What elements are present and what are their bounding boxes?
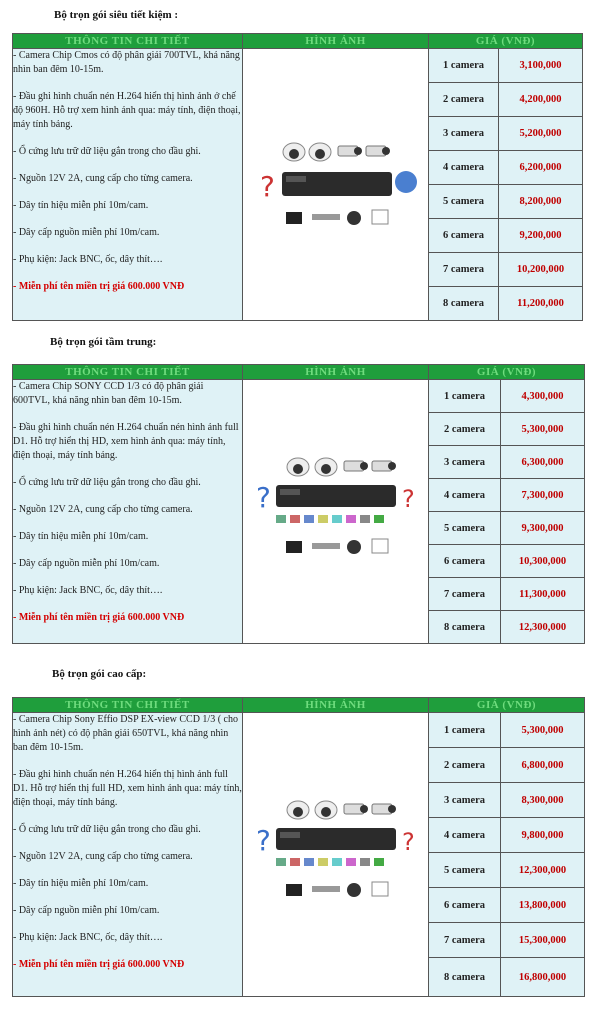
info-line: - Camera Chip Cmos có độ phân giải 700TVL, khả năng nhìn ban đêm 10-15m. <box>13 50 240 75</box>
package-table-premium <box>12 697 585 997</box>
package-table-economy <box>12 33 583 321</box>
info-line: - Đầu ghi hình chuẩn nén H.264 chuẩn nén hình ảnh full D1. Hỗ trợ hiển thị HD, xem hình ảnh qua: máy tính, điện thoại, máy tính bảng. <box>13 422 239 461</box>
qty-cell: 7 camera <box>429 923 501 958</box>
qty-cell: 3 camera <box>429 783 501 818</box>
package-info <box>13 49 243 321</box>
price-cell: 6,300,000 <box>501 446 585 479</box>
package-info <box>13 713 243 997</box>
info-line: - Ổ cứng lưu trữ dữ liệu gắn trong cho đầu ghi. <box>13 146 201 157</box>
product-image <box>243 380 429 644</box>
price-cell: 10,300,000 <box>501 545 585 578</box>
info-line: - Nguồn 12V 2A, cung cấp cho từng camera. <box>13 173 193 184</box>
price-cell: 5,200,000 <box>499 117 583 151</box>
price-cell: 9,300,000 <box>501 512 585 545</box>
header-image: HÌNH ẢNH <box>243 698 429 713</box>
header-price: GIÁ (VNĐ) <box>429 365 585 380</box>
price-cell: 3,100,000 <box>499 49 583 83</box>
info-line: - Camera Chip Sony Effio DSP EX-view CCD 1/3 ( cho hình ảnh nét) có độ phân giải 650TVL, khả năng nhìn ban đêm 10-15m. <box>13 714 238 753</box>
price-cell: 11,300,000 <box>501 578 585 611</box>
qty-cell: 4 camera <box>429 151 499 185</box>
product-image <box>243 713 429 997</box>
package-title-mid: Bộ trọn gói tầm trung: <box>50 336 157 348</box>
price-cell: 6,800,000 <box>501 748 585 783</box>
qty-cell: 6 camera <box>429 219 499 253</box>
info-line: - Camera Chip SONY CCD 1/3 có độ phân giải 600TVL, khả năng nhìn ban đêm 10-15m. <box>13 381 204 406</box>
camera-kit-illustration <box>246 790 426 920</box>
info-line: - Đầu ghi hình chuẩn nén H.264 hiển thị hình ảnh ở chế độ 960H. Hỗ trợ xem hình ảnh qua: máy tính, điện thoại, máy tính bảng. <box>13 91 241 130</box>
qty-cell: 8 camera <box>429 958 501 997</box>
header-price: GIÁ (VNĐ) <box>429 698 585 713</box>
price-cell: 13,800,000 <box>501 888 585 923</box>
info-line: - Ổ cứng lưu trữ dữ liệu gắn trong cho đầu ghi. <box>13 824 201 835</box>
qty-cell: 5 camera <box>429 185 499 219</box>
svg-text:?: ? <box>401 484 415 513</box>
package-info <box>13 380 243 644</box>
info-line: - Đầu ghi hình chuẩn nén H.264 hiển thị hình ảnh full D1. Hỗ trợ hiển thị full HD, xem hình ảnh qua: máy tính, điện thoại, máy tính bảng. <box>13 769 242 808</box>
price-cell: 4,200,000 <box>499 83 583 117</box>
header-info: THÔNG TIN CHI TIẾT <box>13 365 243 380</box>
qty-cell: 7 camera <box>429 253 499 287</box>
info-line: - Phụ kiện: Jack BNC, ốc, dây thít…. <box>13 254 163 265</box>
info-line: - Dây cấp nguồn miễn phí 10m/cam. <box>13 905 160 916</box>
info-line: - Nguồn 12V 2A, cung cấp cho từng camera. <box>13 851 193 862</box>
price-cell: 9,800,000 <box>501 818 585 853</box>
qty-cell: 6 camera <box>429 545 501 578</box>
price-cell: 5,300,000 <box>501 413 585 446</box>
info-promo: - Miễn phí tên miền trị giá 600.000 VNĐ <box>13 959 185 970</box>
svg-text:?: ? <box>255 823 271 857</box>
svg-text:?: ? <box>255 480 271 514</box>
qty-cell: 4 camera <box>429 818 501 853</box>
qty-cell: 1 camera <box>429 713 501 748</box>
price-cell: 10,200,000 <box>499 253 583 287</box>
price-cell: 6,200,000 <box>499 151 583 185</box>
info-line: - Phụ kiện: Jack BNC, ốc, dây thít…. <box>13 585 163 596</box>
qty-cell: 5 camera <box>429 512 501 545</box>
qty-cell: 8 camera <box>429 287 499 321</box>
price-cell: 8,200,000 <box>499 185 583 219</box>
qty-cell: 3 camera <box>429 117 499 151</box>
svg-text:?: ? <box>401 827 415 856</box>
price-cell: 4,300,000 <box>501 380 585 413</box>
info-line: - Dây cấp nguồn miễn phí 10m/cam. <box>13 558 160 569</box>
header-price: GIÁ (VNĐ) <box>429 34 583 49</box>
price-cell: 11,200,000 <box>499 287 583 321</box>
info-line: - Dây tín hiệu miễn phí 10m/cam. <box>13 200 149 211</box>
svg-text:?: ? <box>259 169 275 203</box>
info-promo: - Miễn phí tên miền trị giá 600.000 VNĐ <box>13 612 185 623</box>
qty-cell: 2 camera <box>429 748 501 783</box>
camera-kit-illustration <box>246 447 426 577</box>
qty-cell: 1 camera <box>429 380 501 413</box>
qty-cell: 8 camera <box>429 611 501 644</box>
price-cell: 5,300,000 <box>501 713 585 748</box>
camera-kit-illustration <box>246 130 426 240</box>
info-line: - Nguồn 12V 2A, cung cấp cho từng camera. <box>13 504 193 515</box>
header-image: HÌNH ẢNH <box>243 34 429 49</box>
product-image <box>243 49 429 321</box>
qty-cell: 2 camera <box>429 413 501 446</box>
info-line: - Dây cấp nguồn miễn phí 10m/cam. <box>13 227 160 238</box>
header-image: HÌNH ẢNH <box>243 365 429 380</box>
package-title-economy: Bộ trọn gói siêu tiết kiệm : <box>54 9 179 21</box>
info-line: - Phụ kiện: Jack BNC, ốc, dây thít…. <box>13 932 163 943</box>
price-cell: 15,300,000 <box>501 923 585 958</box>
header-info: THÔNG TIN CHI TIẾT <box>13 34 243 49</box>
qty-cell: 4 camera <box>429 479 501 512</box>
price-cell: 12,300,000 <box>501 611 585 644</box>
header-info: THÔNG TIN CHI TIẾT <box>13 698 243 713</box>
info-promo: - Miễn phí tên miền trị giá 600.000 VNĐ <box>13 281 185 292</box>
package-title-premium: Bộ trọn gói cao cấp: <box>52 668 147 680</box>
price-cell: 7,300,000 <box>501 479 585 512</box>
price-cell: 8,300,000 <box>501 783 585 818</box>
qty-cell: 7 camera <box>429 578 501 611</box>
price-cell: 9,200,000 <box>499 219 583 253</box>
qty-cell: 6 camera <box>429 888 501 923</box>
info-line: - Dây tín hiệu miễn phí 10m/cam. <box>13 531 149 542</box>
qty-cell: 5 camera <box>429 853 501 888</box>
qty-cell: 3 camera <box>429 446 501 479</box>
qty-cell: 1 camera <box>429 49 499 83</box>
info-line: - Dây tín hiệu miễn phí 10m/cam. <box>13 878 149 889</box>
price-cell: 16,800,000 <box>501 958 585 997</box>
price-cell: 12,300,000 <box>501 853 585 888</box>
info-line: - Ổ cứng lưu trữ dữ liệu gắn trong cho đầu ghi. <box>13 477 201 488</box>
qty-cell: 2 camera <box>429 83 499 117</box>
package-table-mid <box>12 364 585 644</box>
